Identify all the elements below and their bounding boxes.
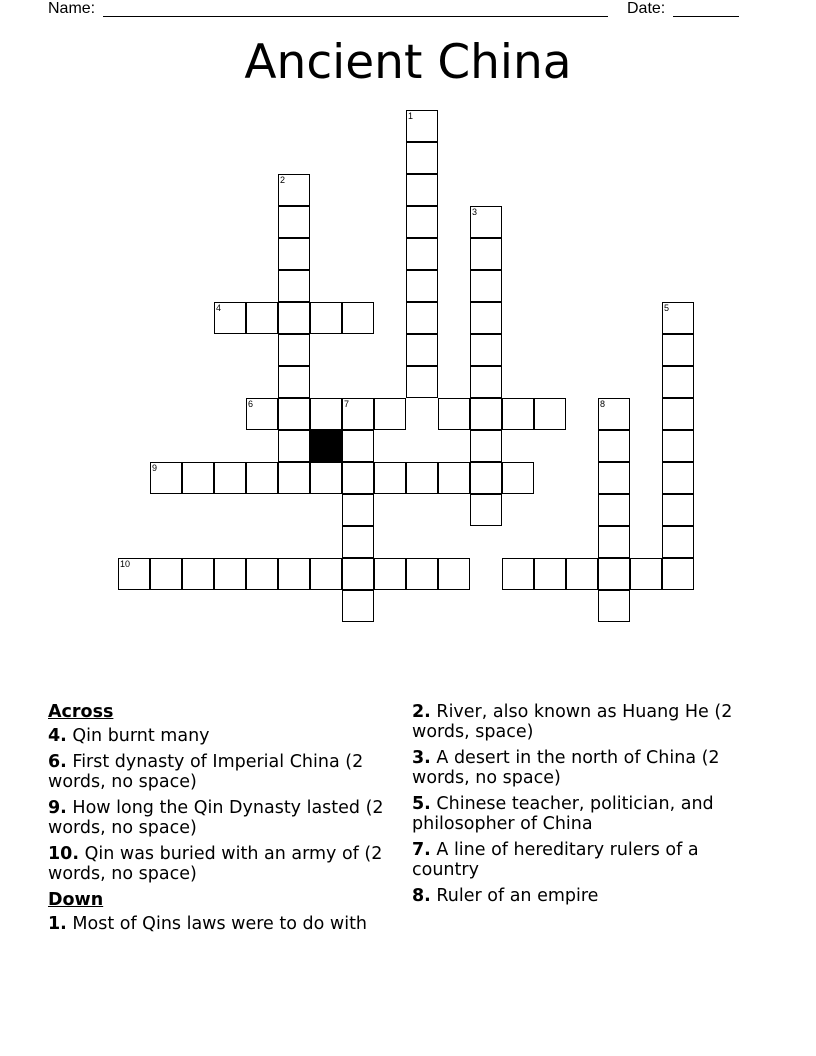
grid-cell[interactable]: [470, 238, 502, 270]
grid-cell[interactable]: [502, 462, 534, 494]
grid-cell[interactable]: [406, 238, 438, 270]
grid-cell[interactable]: [182, 462, 214, 494]
grid-cell[interactable]: [278, 174, 310, 206]
grid-cell[interactable]: [278, 366, 310, 398]
grid-cell[interactable]: [598, 590, 630, 622]
grid-cell[interactable]: [662, 526, 694, 558]
clue-number-label: 3: [472, 207, 478, 217]
clue-across-6: [48, 752, 398, 792]
grid-cell[interactable]: [374, 558, 406, 590]
grid-cell[interactable]: [310, 398, 342, 430]
grid-cell[interactable]: [342, 302, 374, 334]
grid-cell[interactable]: [278, 558, 310, 590]
clue-number: 4.: [48, 726, 67, 746]
grid-cell[interactable]: [342, 590, 374, 622]
grid-cell[interactable]: [630, 558, 662, 590]
grid-cell[interactable]: [662, 334, 694, 366]
grid-cell[interactable]: [310, 302, 342, 334]
grid-cell[interactable]: [598, 398, 630, 430]
clue-number-label: 10: [120, 559, 131, 569]
grid-cell[interactable]: [278, 270, 310, 302]
grid-cell[interactable]: [502, 558, 534, 590]
clues-left-column: [48, 702, 398, 940]
grid-cell[interactable]: [438, 558, 470, 590]
grid-cell[interactable]: [278, 206, 310, 238]
grid-cell[interactable]: [214, 462, 246, 494]
black-square: [310, 430, 342, 462]
clue-number-label: 1: [408, 111, 414, 121]
grid-cell[interactable]: [598, 430, 630, 462]
clue-text: First dynasty of Imperial China (2 words, no space): [48, 752, 364, 792]
grid-cell[interactable]: [278, 430, 310, 462]
grid-cell[interactable]: [662, 430, 694, 462]
grid-cell[interactable]: [342, 494, 374, 526]
clue-number-label: 2: [280, 175, 286, 185]
grid-cell[interactable]: [182, 558, 214, 590]
grid-cell[interactable]: [214, 302, 246, 334]
clue-number-label: 9: [152, 463, 158, 473]
down-heading: Down: [48, 890, 104, 910]
grid-cell[interactable]: [406, 366, 438, 398]
grid-cell[interactable]: [406, 142, 438, 174]
clue-text: A desert in the north of China (2 words, no space): [412, 748, 720, 788]
grid-cell[interactable]: [470, 366, 502, 398]
grid-cell[interactable]: [470, 206, 502, 238]
grid-cell[interactable]: [246, 558, 278, 590]
clue-down-8: [412, 886, 752, 906]
across-heading: Across: [48, 702, 114, 722]
clue-text: Ruler of an empire: [436, 886, 599, 906]
grid-cell[interactable]: [406, 174, 438, 206]
clue-across-10: [48, 844, 398, 884]
clue-across-4: [48, 726, 398, 746]
grid-cell[interactable]: [662, 494, 694, 526]
clue-text: River, also known as Huang He (2 words, space): [412, 702, 733, 742]
grid-cell[interactable]: [342, 430, 374, 462]
grid-cell[interactable]: [470, 494, 502, 526]
grid-cell[interactable]: [342, 398, 374, 430]
grid-cell[interactable]: [342, 558, 374, 590]
clue-across-9: [48, 798, 398, 838]
clue-number: 6.: [48, 752, 67, 772]
clue-text: A line of hereditary rulers of a country: [412, 840, 699, 880]
clue-number: 5.: [412, 794, 431, 814]
grid-cell[interactable]: [214, 558, 246, 590]
clues-right-column: [412, 702, 752, 912]
clue-text: Chinese teacher, politician, and philosopher of China: [412, 794, 714, 834]
clue-number-label: 4: [216, 303, 222, 313]
grid-cell[interactable]: [342, 462, 374, 494]
date-label: Date:: [627, 0, 666, 17]
clue-text: Most of Qins laws were to do with: [72, 914, 368, 934]
page-title: Ancient China: [244, 35, 572, 90]
grid-cell[interactable]: [406, 302, 438, 334]
grid-cell[interactable]: [374, 462, 406, 494]
clue-text: Qin burnt many: [72, 726, 210, 746]
clue-down-2: [412, 702, 752, 742]
clue-text: Qin was buried with an army of (2 words, no space): [48, 844, 383, 884]
grid-cell[interactable]: [470, 270, 502, 302]
clue-number-label: 7: [344, 399, 350, 409]
grid-cell[interactable]: [150, 558, 182, 590]
grid-cell[interactable]: [406, 270, 438, 302]
grid-cell[interactable]: [246, 462, 278, 494]
grid-cell[interactable]: [374, 398, 406, 430]
grid-cell[interactable]: [598, 494, 630, 526]
grid-cell[interactable]: [566, 558, 598, 590]
clue-number: 3.: [412, 748, 431, 768]
grid-cell[interactable]: [470, 398, 502, 430]
clue-number-label: 5: [664, 303, 670, 313]
clue-number: 2.: [412, 702, 431, 722]
grid-cell[interactable]: [438, 398, 470, 430]
grid-cell[interactable]: [406, 206, 438, 238]
grid-cell[interactable]: [534, 398, 566, 430]
grid-cell[interactable]: [406, 558, 438, 590]
grid-cell[interactable]: [278, 238, 310, 270]
clue-down-3: [412, 748, 752, 788]
grid-cell[interactable]: [278, 302, 310, 334]
grid-cell[interactable]: [502, 398, 534, 430]
grid-cell[interactable]: [310, 462, 342, 494]
grid-cell[interactable]: [246, 302, 278, 334]
grid-cell[interactable]: [406, 110, 438, 142]
grid-cell[interactable]: [150, 462, 182, 494]
grid-cell[interactable]: [534, 558, 566, 590]
clue-number: 7.: [412, 840, 431, 860]
clue-down-7: [412, 840, 752, 880]
grid-cell[interactable]: [438, 462, 470, 494]
clue-down-1: [48, 914, 398, 934]
clue-number: 9.: [48, 798, 67, 818]
grid-cell[interactable]: [598, 558, 630, 590]
grid-cell[interactable]: [470, 462, 502, 494]
grid-cell[interactable]: [118, 558, 150, 590]
grid-cell[interactable]: [278, 462, 310, 494]
grid-cell[interactable]: [662, 398, 694, 430]
clue-text: How long the Qin Dynasty lasted (2 words, no space): [48, 798, 384, 838]
grid-cell[interactable]: [246, 398, 278, 430]
grid-cell[interactable]: [278, 398, 310, 430]
grid-cell[interactable]: [406, 334, 438, 366]
clue-number: 1.: [48, 914, 67, 934]
grid-cell[interactable]: [598, 462, 630, 494]
grid-cell[interactable]: [662, 462, 694, 494]
grid-cell[interactable]: [406, 462, 438, 494]
grid-cell[interactable]: [662, 366, 694, 398]
clue-number-label: 6: [248, 399, 254, 409]
clue-down-5: [412, 794, 752, 834]
grid-cell[interactable]: [662, 558, 694, 590]
grid-cell[interactable]: [310, 558, 342, 590]
name-label: Name:: [48, 0, 96, 17]
grid-cell[interactable]: [470, 334, 502, 366]
grid-cell[interactable]: [470, 430, 502, 462]
clue-number: 10.: [48, 844, 80, 864]
clue-number: 8.: [412, 886, 431, 906]
grid-cell[interactable]: [598, 526, 630, 558]
grid-cell[interactable]: [342, 526, 374, 558]
grid-cell[interactable]: [662, 302, 694, 334]
clue-number-label: 8: [600, 399, 606, 409]
grid-cell[interactable]: [278, 334, 310, 366]
grid-cell[interactable]: [470, 302, 502, 334]
